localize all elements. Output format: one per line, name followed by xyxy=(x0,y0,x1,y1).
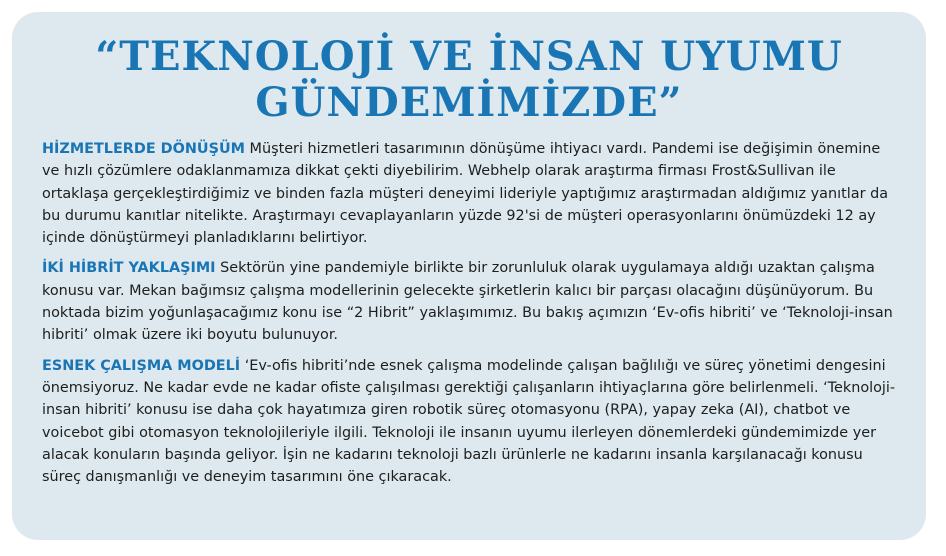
lead-in-heading: ESNEK ÇALIŞMA MODELİ xyxy=(42,357,241,374)
paragraph-text: Müşteri hizmetleri tasarımının dönüşüme ihtiyacı vardı. Pandemi ise değişimin önemine ve hızlı çözümlere odaklanmamıza dikkat çekti diyebilirim. Webhelp olarak araştırma firması Frost&Sullivan ile ortaklaşa gerçekleştirdiğimiz ve binden fazla müşteri deneyimi lideriyle yaptığımız araştırmadan aldığımız yanıtlar da bu durumu kanıtlar nitelikte. Araştırmayı cevaplayanların yüzde 92'si de müşteri operasyonlarını önümüzdeki 12 ay içinde dönüştürmeyi planladıklarını belirtiyor. xyxy=(42,141,889,247)
headline xyxy=(42,34,896,126)
paragraph-text: ‘Ev-ofis hibriti’nde esnek çalışma modelinde çalışan bağlılığı ve süreç yönetimi dengesini önemsiyoruz. Ne kadar evde ne kadar ofiste çalışılması gerektiği çalışanların ihtiyaçlarına göre belirlenmeli. ‘Teknoloji-insan hibriti’ konusu ise daha çok hayatımıza giren robotik süreç otomasyonu (RPA), yapay zeka (AI), chatbot ve voicebot gibi otomasyon teknolojileriyle ilgili. Teknoloji ile insanın uyumu ilerleyen dönemlerdeki gündemimizde yer alacak konuların başında geliyor. İşin ne kadarını teknoloji bazlı ürünlerle ne kadarını insanla karşılanacağı konusu süreç danışmanlığı ve deneyim tasarımını öne çıkaracak. xyxy=(42,357,896,486)
paragraph-flexible-work xyxy=(42,355,896,489)
article-body xyxy=(42,138,896,488)
headline-line-2: GÜNDEMİMİZDE” xyxy=(255,79,683,126)
paragraph-transformation xyxy=(42,138,896,249)
headline-line-1: “TEKNOLOJİ VE İNSAN UYUMU xyxy=(95,33,843,80)
lead-in-heading: İKİ HİBRİT YAKLAŞIMI xyxy=(42,260,216,277)
paragraph-two-hybrid xyxy=(42,257,896,346)
paragraph-text: Sektörün yine pandemiyle birlikte bir zorunluluk olarak uygulamaya aldığı uzaktan çalışma konusu var. Mekan bağımsız çalışma modellerinin gelecekte şirketlerin kalıcı bir parçası olacağını düşünüyorum. Bu noktada bizim yoğunlaşacağımız konu ise “2 Hibrit” yaklaşımımız. Bu bakış açımızın ‘Ev-ofis hibriti’ ve ‘Teknoloji-insan hibriti’ olmak üzere iki boyutu bulunuyor. xyxy=(42,260,893,344)
lead-in-heading: HİZMETLERDE DÖNÜŞÜM xyxy=(42,141,245,157)
article-card xyxy=(12,12,926,540)
